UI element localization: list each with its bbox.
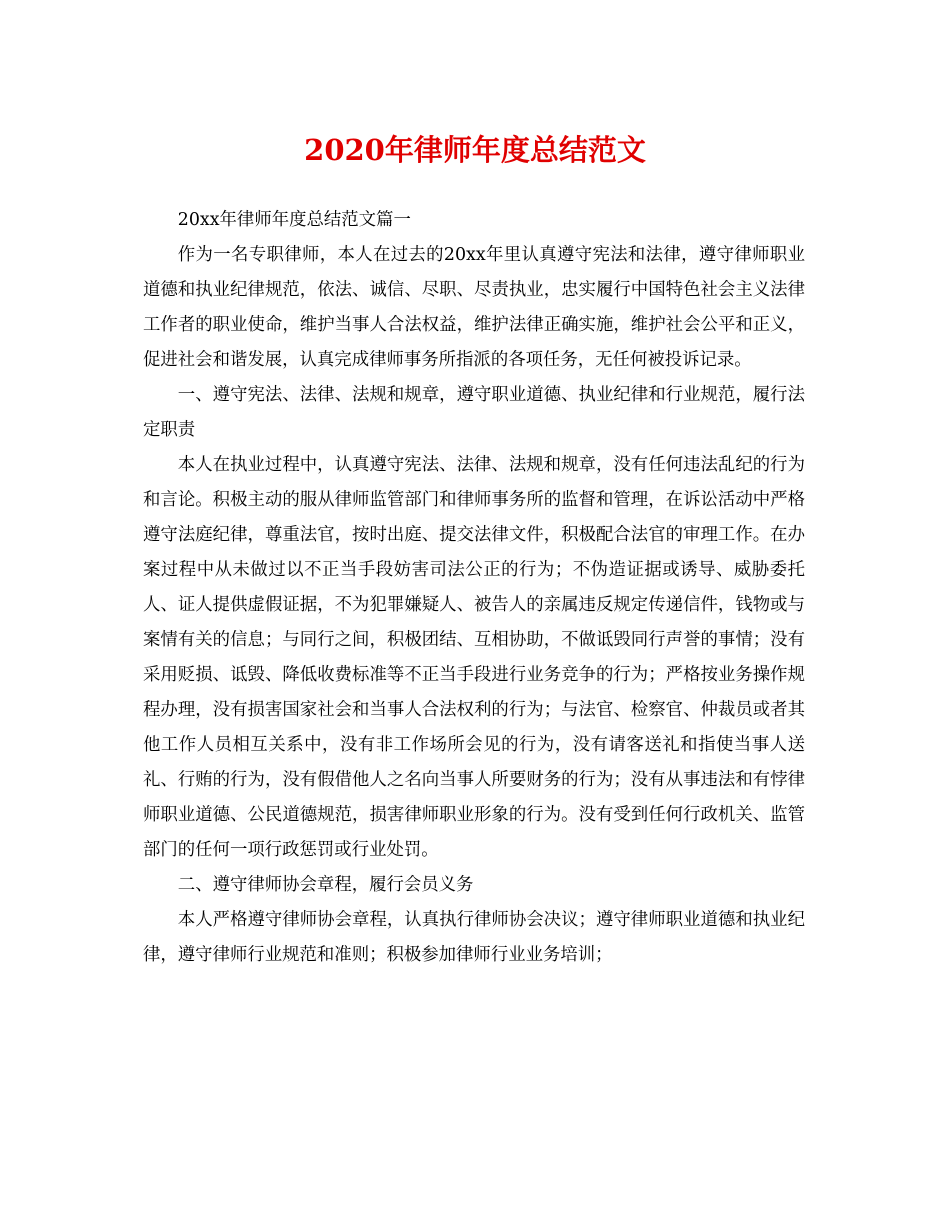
- document-title: 2020年律师年度总结范文: [304, 133, 646, 167]
- section-heading-two: 二、遵守律师协会章程，履行会员义务: [177, 875, 474, 895]
- section-heading-part-one: 20xx年律师年度总结范文篇一: [177, 210, 411, 230]
- section-heading-one: 一、遵守宪法、法律、法规和规章，遵守职业道德、执业纪律和行业规范，履行法定职责: [143, 385, 805, 440]
- body-paragraph-intro: 作为一名专职律师，本人在过去的20xx年里认真遵守宪法和法律，遵守律师职业道德和执业纪律规范，依法、诚信、尽职、尽责执业，忠实履行中国特色社会主义法律工作者的职业使命，维护当事人合法权益，维护法律正确实施，维护社会公平和正义，促进社会和谐发展，认真完成律师事务所指派的各项任务，无任何被投诉记录。: [143, 245, 805, 370]
- document-body: [143, 203, 805, 973]
- body-paragraph-section-one: 本人在执业过程中，认真遵守宪法、法律、法规和规章，没有任何违法乱纪的行为和言论。积极主动的服从律师监管部门和律师事务所的监督和管理，在诉讼活动中严格遵守法庭纪律，尊重法官，按时出庭、提交法律文件，积极配合法官的审理工作。在办案过程中从未做过以不正当手段妨害司法公正的行为；不伪造证据或诱导、威胁委托人、证人提供虚假证据，不为犯罪嫌疑人、被告人的亲属违反规定传递信件，钱物或与案情有关的信息；与同行之间，积极团结、互相协助，不做诋毁同行声誉的事情；没有采用贬损、诋毁、降低收费标准等不正当手段进行业务竞争的行为；严格按业务操作规程办理，没有损害国家社会和当事人合法权利的行为；与法官、检察官、仲裁员或者其他工作人员相互关系中，没有非工作场所会见的行为，没有请客送礼和指使当事人送礼、行贿的行为，没有假借他人之名向当事人所要财务的行为；没有从事违法和有悖律师职业道德、公民道德规范，损害律师职业形象的行为。没有受到任何行政机关、监管部门的任何一项行政惩罚或行业处罚。: [143, 455, 805, 860]
- body-paragraph-section-two: 本人严格遵守律师协会章程，认真执行律师协会决议；遵守律师职业道德和执业纪律，遵守律师行业规范和准则；积极参加律师行业业务培训；: [143, 910, 805, 965]
